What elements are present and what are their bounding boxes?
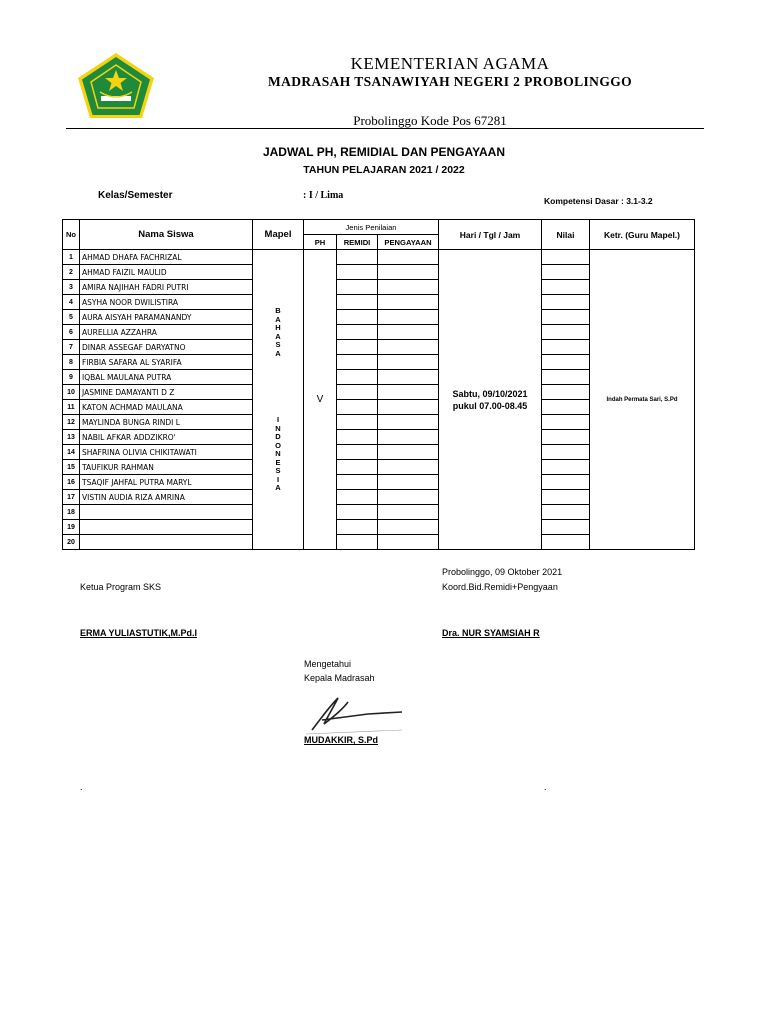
remidi-cell: [337, 295, 378, 310]
nilai-cell: [542, 445, 590, 460]
student-name: AHMAD DHAFA FACHRIZAL: [80, 250, 253, 265]
mapel-letter: I: [276, 474, 280, 484]
nilai-cell: [542, 385, 590, 400]
nilai-cell: [542, 265, 590, 280]
ministry-name: KEMENTERIAN AGAMA: [350, 54, 550, 73]
nilai-cell: [542, 295, 590, 310]
nilai-cell: [542, 505, 590, 520]
remidi-cell: [337, 385, 378, 400]
mapel-letter: A: [275, 314, 281, 324]
nilai-cell: [542, 475, 590, 490]
header-name: Nama Siswa: [80, 220, 253, 250]
nilai-cell: [542, 535, 590, 550]
remidi-cell: [337, 370, 378, 385]
pengayaan-cell: [378, 250, 439, 265]
pengayaan-cell: [378, 535, 439, 550]
schedule-cell: [439, 250, 542, 550]
row-number: 18: [63, 505, 80, 520]
student-name: ASYHA NOOR DWILISTIRA: [80, 295, 253, 310]
row-number: 1: [63, 250, 80, 265]
header-rule: [66, 128, 704, 129]
pengayaan-cell: [378, 460, 439, 475]
schedule-time: pukul 07.00-08.45: [452, 400, 528, 411]
row-number: 6: [63, 325, 80, 340]
right-role: Koord.Bid.Remidi+Pengyaan: [442, 582, 558, 592]
nilai-cell: [542, 370, 590, 385]
nilai-cell: [542, 325, 590, 340]
nilai-cell: [542, 490, 590, 505]
pengayaan-cell: [378, 505, 439, 520]
header-no: No: [63, 220, 80, 250]
pengayaan-cell: [378, 295, 439, 310]
mapel-letter: A: [275, 483, 281, 492]
remidi-cell: [337, 445, 378, 460]
row-number: 2: [63, 265, 80, 280]
remidi-cell: [337, 325, 378, 340]
pengayaan-cell: [378, 430, 439, 445]
student-name: NABIL AFKAR ADDZIKRO': [80, 430, 253, 445]
mapel-letter: D: [275, 432, 281, 441]
footer-dot-left: .: [80, 782, 83, 792]
nilai-cell: [542, 400, 590, 415]
pengayaan-cell: [378, 370, 439, 385]
mapel-letter: B: [275, 306, 281, 315]
acknowledge-label: Mengetahui: [304, 659, 352, 669]
mapel-cell: [253, 250, 304, 550]
student-name: IQBAL MAULANA PUTRA: [80, 370, 253, 385]
header-nilai: Nilai: [542, 220, 590, 250]
row-number: 10: [63, 385, 80, 400]
header-pengayaan: PENGAYAAN: [378, 235, 439, 250]
mapel-letter: S: [275, 340, 281, 349]
pengayaan-cell: [378, 325, 439, 340]
table-row: [63, 250, 695, 265]
mapel-letter: A: [275, 331, 281, 341]
place-date: Probolinggo, 09 Oktober 2021: [442, 567, 563, 577]
mapel-letter: N: [275, 423, 281, 433]
pengayaan-cell: [378, 445, 439, 460]
row-number: 9: [63, 370, 80, 385]
remidi-cell: [337, 355, 378, 370]
nilai-cell: [542, 430, 590, 445]
row-number: 12: [63, 415, 80, 430]
remidi-cell: [337, 460, 378, 475]
pengayaan-cell: [378, 310, 439, 325]
left-signer-name: ERMA YULIASTUTIK,M.Pd.I: [80, 628, 197, 638]
nilai-cell: [542, 250, 590, 265]
pengayaan-cell: [378, 355, 439, 370]
mapel-letter: O: [275, 440, 281, 450]
mapel-letter: E: [275, 457, 281, 467]
header-ph: PH: [304, 235, 337, 250]
remidi-cell: [337, 400, 378, 415]
student-name: DINAR ASSEGAF DARYATNO: [80, 340, 253, 355]
row-number: 15: [63, 460, 80, 475]
student-name: AURA AISYAH PARAMANANDY: [80, 310, 253, 325]
pengayaan-cell: [378, 400, 439, 415]
remidi-cell: [337, 520, 378, 535]
pengayaan-cell: [378, 490, 439, 505]
student-name: KATON ACHMAD MAULANA: [80, 400, 253, 415]
row-number: 11: [63, 400, 80, 415]
remidi-cell: [337, 535, 378, 550]
student-name: [80, 505, 253, 520]
student-name: TSAQIF JAHFAL PUTRA MARYL: [80, 475, 253, 490]
student-name: FIRBIA SAFARA AL SYARIFA: [80, 355, 253, 370]
remidi-cell: [337, 430, 378, 445]
nilai-cell: [542, 520, 590, 535]
class-label: Kelas/Semester: [98, 190, 173, 201]
schedule-table: [62, 219, 695, 550]
header-remidi: REMIDI: [337, 235, 378, 250]
header-date: Hari / Tgl / Jam: [439, 220, 542, 250]
doc-title: JADWAL PH, REMIDIAL DAN PENGAYAAN: [262, 145, 506, 159]
footer-dot-right: .: [544, 782, 547, 792]
mapel-letter: H: [275, 323, 281, 332]
school-name: MADRASAH TSANAWIYAH NEGERI 2 PROBOLINGGO: [267, 74, 633, 89]
pengayaan-cell: [378, 265, 439, 280]
pengayaan-cell: [378, 385, 439, 400]
row-number: 3: [63, 280, 80, 295]
row-number: 14: [63, 445, 80, 460]
row-number: 5: [63, 310, 80, 325]
pengayaan-cell: [378, 280, 439, 295]
mapel-word-1: [253, 307, 303, 358]
remidi-cell: [337, 475, 378, 490]
row-number: 19: [63, 520, 80, 535]
row-number: 13: [63, 430, 80, 445]
student-name: [80, 520, 253, 535]
row-number: 8: [63, 355, 80, 370]
mapel-letter: S: [275, 466, 281, 475]
header-jenis: Jenis Penilaian: [304, 220, 439, 235]
row-number: 16: [63, 475, 80, 490]
mapel-letter: A: [275, 348, 281, 358]
student-name: JASMINE DAMAYANTI D Z: [80, 385, 253, 400]
pengayaan-cell: [378, 415, 439, 430]
remidi-cell: [337, 415, 378, 430]
row-number: 17: [63, 490, 80, 505]
remidi-cell: [337, 340, 378, 355]
kd-label: Kompetensi Dasar : 3.1-3.2: [544, 196, 653, 206]
row-number: 4: [63, 295, 80, 310]
student-name: AURELLIA AZZAHRA: [80, 325, 253, 340]
student-name: MAYLINDA BUNGA RINDI L: [80, 415, 253, 430]
nilai-cell: [542, 310, 590, 325]
remidi-cell: [337, 280, 378, 295]
right-signer-name: Dra. NUR SYAMSIAH R: [442, 628, 540, 638]
student-name: SHAFRINA OLIVIA CHIKITAWATI: [80, 445, 253, 460]
remidi-cell: [337, 490, 378, 505]
pengayaan-cell: [378, 520, 439, 535]
student-name: VISTIN AUDIA RIZA AMRINA: [80, 490, 253, 505]
row-number: 20: [63, 535, 80, 550]
ph-mark: V: [304, 250, 337, 550]
left-role: Ketua Program SKS: [80, 582, 162, 592]
teacher-cell: Indah Permata Sari, S.Pd: [590, 250, 695, 550]
school-address: Probolinggo Kode Pos 67281: [353, 113, 507, 128]
class-value: : I / Lima: [303, 190, 344, 201]
head-name: MUDAKKIR, S.Pd: [304, 735, 378, 745]
schedule-date: Sabtu, 09/10/2021: [452, 388, 528, 399]
student-name: [80, 535, 253, 550]
student-name: AHMAD FAIZIL MAULID: [80, 265, 253, 280]
nilai-cell: [542, 340, 590, 355]
header-ketr: Ketr. (Guru Mapel.): [590, 220, 695, 250]
handwritten-signature: [298, 690, 408, 738]
row-number: 7: [63, 340, 80, 355]
mapel-letter: N: [275, 449, 281, 458]
student-name: AMIRA NAJIHAH FADRI PUTRI: [80, 280, 253, 295]
mapel-letter: I: [276, 415, 280, 424]
nilai-cell: [542, 355, 590, 370]
remidi-cell: [337, 250, 378, 265]
pengayaan-cell: [378, 475, 439, 490]
student-name: TAUFIKUR RAHMAN: [80, 460, 253, 475]
head-role: Kepala Madrasah: [304, 673, 375, 683]
nilai-cell: [542, 460, 590, 475]
nilai-cell: [542, 415, 590, 430]
mapel-word-2: [253, 416, 303, 493]
remidi-cell: [337, 310, 378, 325]
remidi-cell: [337, 265, 378, 280]
nilai-cell: [542, 280, 590, 295]
remidi-cell: [337, 505, 378, 520]
doc-subtitle: TAHUN PELAJARAN 2021 / 2022: [303, 164, 465, 176]
kemenag-emblem-icon: [76, 52, 156, 120]
pengayaan-cell: [378, 340, 439, 355]
header-mapel: Mapel: [253, 220, 304, 250]
